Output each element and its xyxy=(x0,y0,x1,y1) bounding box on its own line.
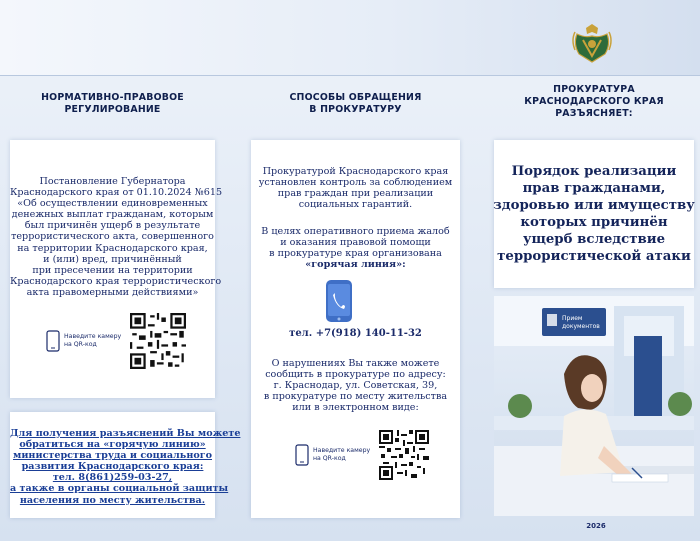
control-intro-text: Прокуратурой Краснодарского края установлен контроль за соблюдением прав граждан при реализации социальных гарантий. xyxy=(258,166,453,211)
qr-code-icon[interactable] xyxy=(379,430,429,480)
office-illustration xyxy=(494,296,694,516)
left-column-header: НОРМАТИВНО-ПРАВОВОЕ РЕГУЛИРОВАНИЕ xyxy=(41,92,184,115)
regulation-qr-block xyxy=(46,313,186,369)
smartphone-icon xyxy=(46,330,60,352)
hotline-intro-text: В целях оперативного приема жалоб и оказания правовой помощи в прокуратуре края организована «горячая линия»: xyxy=(261,226,450,271)
prosecutor-emblem-icon xyxy=(571,20,613,66)
hotline-info-panel xyxy=(10,412,241,518)
report-text: О нарушениях Вы также можете сообщить в прокуратуре по адресу: г. Краснодар, ул. Советская, 39, в прокуратуре по месту жительства или в электронном виде: xyxy=(263,358,448,414)
header-divider xyxy=(0,75,700,76)
hotline-info-text: Для получения разъяснений Вы можете обратиться на «горячую линию» министерства труда и социального развития Краснодарского края: тел. 8(861)259-03-27, а также в органы социальной защиты населения по месту жительства. xyxy=(10,428,241,506)
svg-text:Прием: Прием xyxy=(562,315,583,322)
hotline-phone-number[interactable]: тел. +7(918) 140-11-32 xyxy=(289,328,422,339)
qr-caption: Наведите камеру на QR-код xyxy=(313,447,371,462)
title-panel xyxy=(494,140,694,288)
svg-text:документов: документов xyxy=(562,323,600,330)
mobile-phone-icon xyxy=(324,279,354,323)
publication-year: 2026 xyxy=(586,522,606,530)
qr-caption: Наведите камеру на QR-код xyxy=(64,333,122,348)
report-qr-block xyxy=(295,430,429,480)
smartphone-icon xyxy=(295,444,309,466)
qr-code-icon[interactable] xyxy=(130,313,186,369)
right-column-header: ПРОКУРАТУРА КРАСНОДАРСКОГО КРАЯ РАЗЪЯСНЯЕТ: xyxy=(524,84,664,119)
middle-column-header: СПОСОБЫ ОБРАЩЕНИЯ В ПРОКУРАТУРУ xyxy=(289,92,422,115)
regulation-text: Постановление Губернатора Краснодарского края от 01.10.2024 №615 «Об осуществлении единовременных денежных выплат гражданам, которым был причинён ущерб в результате террористического акта, совершенного на территории Краснодарского края, и (или) вред, причинённый при пресечении на территории Краснодарского края террористического акта правомерными действиями» xyxy=(10,176,223,298)
brochure-title: Порядок реализации прав гражданами, здоровью или имуществу которых причинён ущерб вследствие террористической атаки xyxy=(493,164,695,264)
regulation-panel xyxy=(10,140,223,398)
